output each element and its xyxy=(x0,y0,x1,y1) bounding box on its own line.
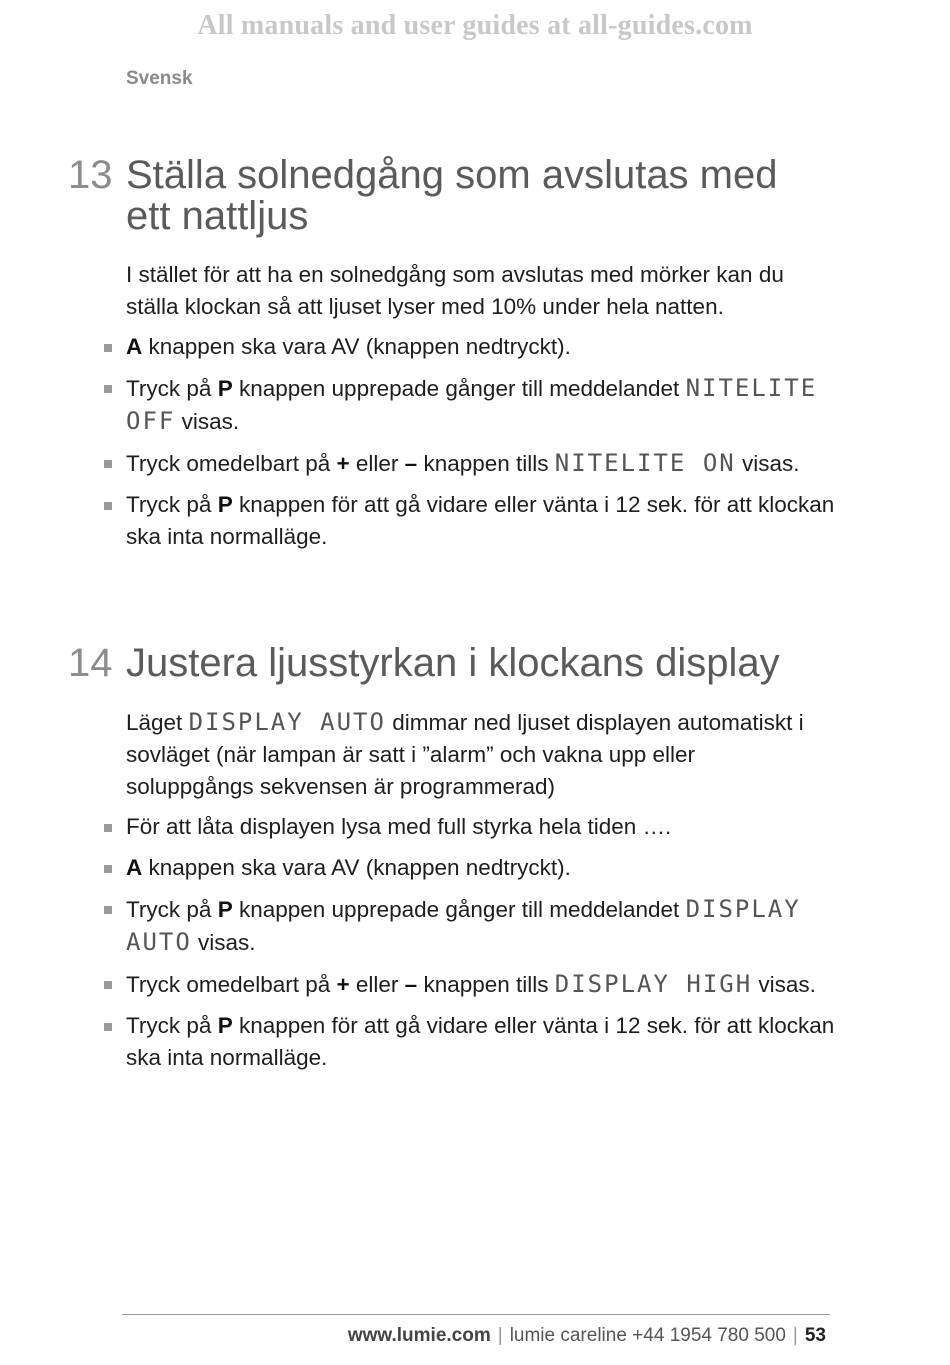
bullet-icon xyxy=(104,502,112,510)
footer-url-link[interactable]: www.lumie.com xyxy=(347,1325,491,1346)
list-item xyxy=(126,852,836,884)
step-text: knappen ska vara AV (knappen nedtryckt). xyxy=(142,855,571,880)
footer-divider xyxy=(122,1314,830,1315)
lcd-message: DISPLAY AUTO xyxy=(126,895,801,956)
watermark-text: All manuals and user guides at all-guides.com xyxy=(197,10,753,41)
step-text: Tryck omedelbart på xyxy=(126,451,337,476)
list-item xyxy=(126,331,836,363)
step-text: Tryck på xyxy=(126,897,218,922)
step-text: Tryck omedelbart på xyxy=(126,972,337,997)
lcd-message: NITELITE OFF xyxy=(126,374,818,435)
step-text: knappen ska vara AV (knappen nedtryckt). xyxy=(142,334,571,359)
section-14-steps xyxy=(0,811,950,1074)
plus-key: + xyxy=(336,972,350,997)
step-text: Tryck på xyxy=(126,492,218,517)
minus-key: – xyxy=(404,972,418,997)
step-text: visas. xyxy=(735,451,800,476)
plus-key: + xyxy=(336,451,350,476)
step-text: eller xyxy=(349,972,405,997)
section-13-number: 13 xyxy=(68,153,113,197)
language-label: Svensk xyxy=(126,68,193,89)
lcd-message: NITELITE ON xyxy=(554,449,736,477)
step-text: visas. xyxy=(752,972,816,997)
list-item xyxy=(126,811,836,843)
section-13-intro: I stället för att ha en solnedgång som avslutas med mörker kan du ställa klockan så att ljuset lyser med 10% under hela natten. xyxy=(126,262,784,319)
list-item xyxy=(126,893,836,959)
bullet-icon xyxy=(104,981,112,989)
page-footer xyxy=(348,1325,826,1347)
section-14-number: 14 xyxy=(68,641,113,685)
key-label: P xyxy=(217,376,233,401)
step-text: visas. xyxy=(191,930,256,955)
step-text: knappen tills xyxy=(417,972,555,997)
step-text: Tryck på xyxy=(126,1013,218,1038)
key-label: P xyxy=(217,897,233,922)
step-text: knappen för att gå vidare eller vänta i 12 sek. för att klockan ska inta normalläge. xyxy=(126,492,835,549)
section-14-heading xyxy=(0,643,950,684)
footer-separator: | xyxy=(792,1325,798,1346)
intro-text: dimmar ned ljuset displayen automatiskt i sovläget (när lampan är satt i ”alarm” och vakna upp eller soluppgångs sekvensen är programmerad) xyxy=(126,710,804,799)
list-item xyxy=(126,489,836,553)
key-label: A xyxy=(126,334,143,359)
step-text: knappen upprepade gånger till meddelandet xyxy=(232,376,686,401)
section-14-title: Justera ljusstyrkan i klockans display xyxy=(126,641,780,685)
bullet-icon xyxy=(104,460,112,468)
footer-careline: lumie careline +44 1954 780 500 xyxy=(509,1325,786,1346)
section-14 xyxy=(0,643,950,1074)
list-item xyxy=(126,968,836,1001)
list-item xyxy=(126,1010,836,1074)
bullet-icon xyxy=(104,906,112,914)
list-item xyxy=(126,372,836,438)
step-text: För att låta displayen lysa med full styrka hela tiden …. xyxy=(126,814,672,839)
section-14-intro xyxy=(126,706,826,803)
section-13-heading xyxy=(0,155,950,237)
bullet-icon xyxy=(104,824,112,832)
page-number: 53 xyxy=(804,1325,826,1346)
section-13-title: Ställa solnedgång som avslutas med ett nattljus xyxy=(126,153,778,238)
step-text: visas. xyxy=(175,409,240,434)
list-item xyxy=(126,447,836,480)
bullet-icon xyxy=(104,385,112,393)
key-label: A xyxy=(126,855,143,880)
bullet-icon xyxy=(104,1023,112,1031)
step-text: eller xyxy=(349,451,405,476)
key-label: P xyxy=(217,492,233,517)
bullet-icon xyxy=(104,865,112,873)
section-13-steps xyxy=(0,331,950,553)
step-text: knappen upprepade gånger till meddelandet xyxy=(232,897,686,922)
step-text: knappen för att gå vidare eller vänta i 12 sek. för att klockan ska inta normalläge. xyxy=(126,1013,835,1070)
lcd-message: DISPLAY AUTO xyxy=(188,708,386,736)
lcd-message: DISPLAY HIGH xyxy=(554,970,753,998)
step-text: Tryck på xyxy=(126,376,218,401)
section-13 xyxy=(0,155,950,553)
intro-text: Läget xyxy=(126,710,189,735)
step-text: knappen tills xyxy=(417,451,555,476)
footer-separator: | xyxy=(497,1325,503,1346)
minus-key: – xyxy=(404,451,418,476)
bullet-icon xyxy=(104,344,112,352)
key-label: P xyxy=(217,1013,233,1038)
